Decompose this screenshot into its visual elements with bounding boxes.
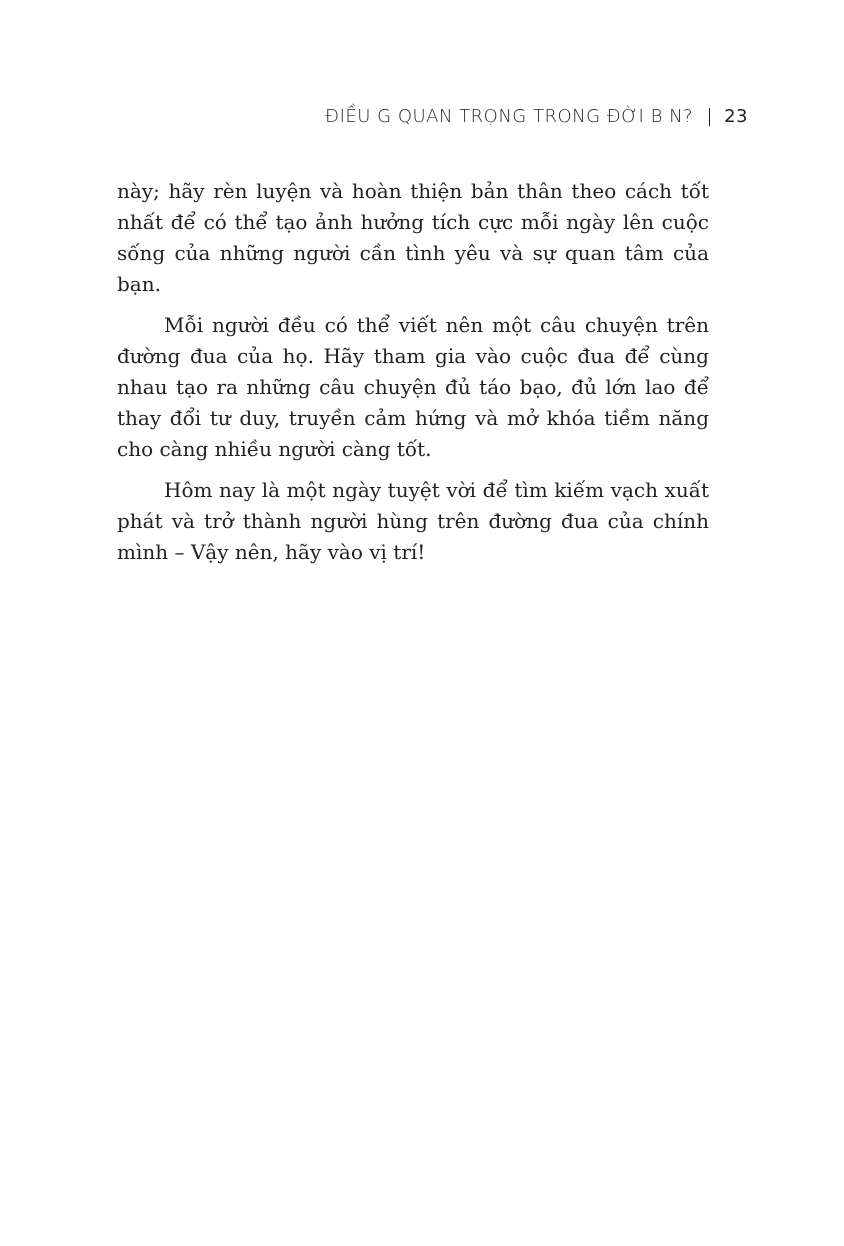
header-separator — [709, 108, 710, 126]
paragraph: Hôm nay là một ngày tuyệt vời để tìm kiếm vạch xuất phát và trở thành người hùng trên đường đua của chính mình – Vậy nên, hãy vào vị trí! — [117, 478, 709, 564]
body-text — [117, 176, 709, 578]
paragraph: Mỗi người đều có thể viết nên một câu chuyện trên đường đua của họ. Hãy tham gia vào cuộc đua để cùng nhau tạo ra những câu chuyện đủ táo bạo, đủ lớn lao để thay đổi tư duy, truyền cảm hứng và mở khóa tiềm năng cho càng nhiều người càng tốt. — [117, 313, 709, 461]
running-header — [325, 106, 748, 127]
paragraph-continued: này; hãy rèn luyện và hoàn thiện bản thân theo cách tốt nhất để có thể tạo ảnh hưởng tích cực mỗi ngày lên cuộc sống của những người cần tình yêu và sự quan tâm của bạn. — [117, 179, 709, 296]
running-title: ĐIỀU G QUAN TRỌNG TRONG ĐỜI B N? — [325, 106, 694, 127]
page-number: 23 — [724, 106, 748, 127]
